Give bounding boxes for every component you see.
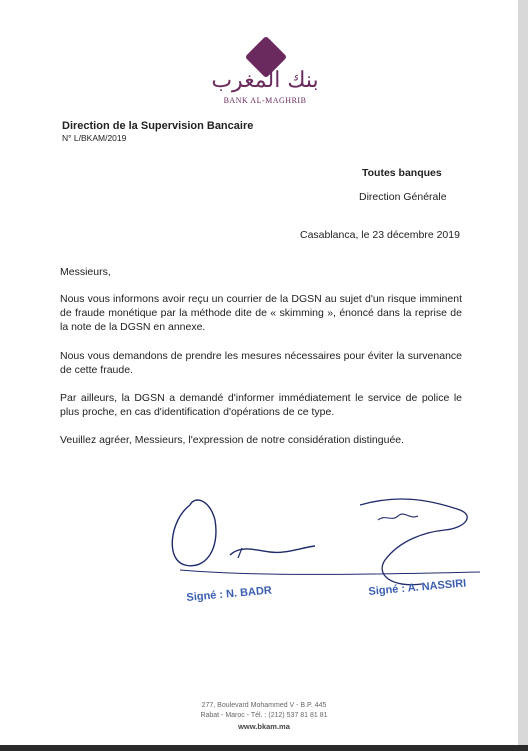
paragraph-2: Nous vous demandons de prendre les mesures nécessaires pour éviter la survenance de cette fraude. (60, 350, 462, 376)
footer-city-phone: Rabat - Maroc - Tél. : (212) 537 81 81 81 (200, 712, 328, 719)
logo-latin-text: BANK AL-MAGHRIB (223, 96, 307, 105)
department-title: Direction de la Supervision Bancaire (62, 120, 254, 132)
recipient-line-2: Direction Générale (359, 191, 447, 203)
recipient-line-1: Toutes banques (362, 167, 442, 179)
footer-website: www.bkam.ma (238, 722, 290, 731)
bank-logo (205, 40, 325, 110)
scan-bottom-edge (0, 745, 528, 751)
scan-right-edge (518, 0, 528, 745)
closing: Veuillez agréer, Messieurs, l'expression de notre considération distinguée. (60, 434, 405, 446)
reference-number: N° L/BKAM/2019 (62, 133, 127, 143)
logo-arabic-text: بنك المغرب (211, 68, 319, 93)
signature-left-name: Signé : N. BADR (186, 584, 273, 604)
paragraph-3: Par ailleurs, la DGSN a demandé d'informer immédiatement le service de police le plus proche, en cas d'identification d'opérations de ce type. (60, 392, 462, 418)
handwritten-signatures (160, 480, 500, 590)
paragraph-1: Nous vous informons avoir reçu un courrier de la DGSN au sujet d'un risque imminent de fraude monétique par la méthode dite de « skimming », énoncé dans la reprise de la note de la DGSN en annexe. (60, 293, 462, 333)
footer-address: 277, Boulevard Mohammed V - B.P. 445 (201, 702, 327, 709)
letter-date: Casablanca, le 23 décembre 2019 (300, 229, 460, 241)
salutation: Messieurs, (60, 266, 111, 278)
signature-right-name: Signé : A. NASSIRI (368, 577, 467, 598)
